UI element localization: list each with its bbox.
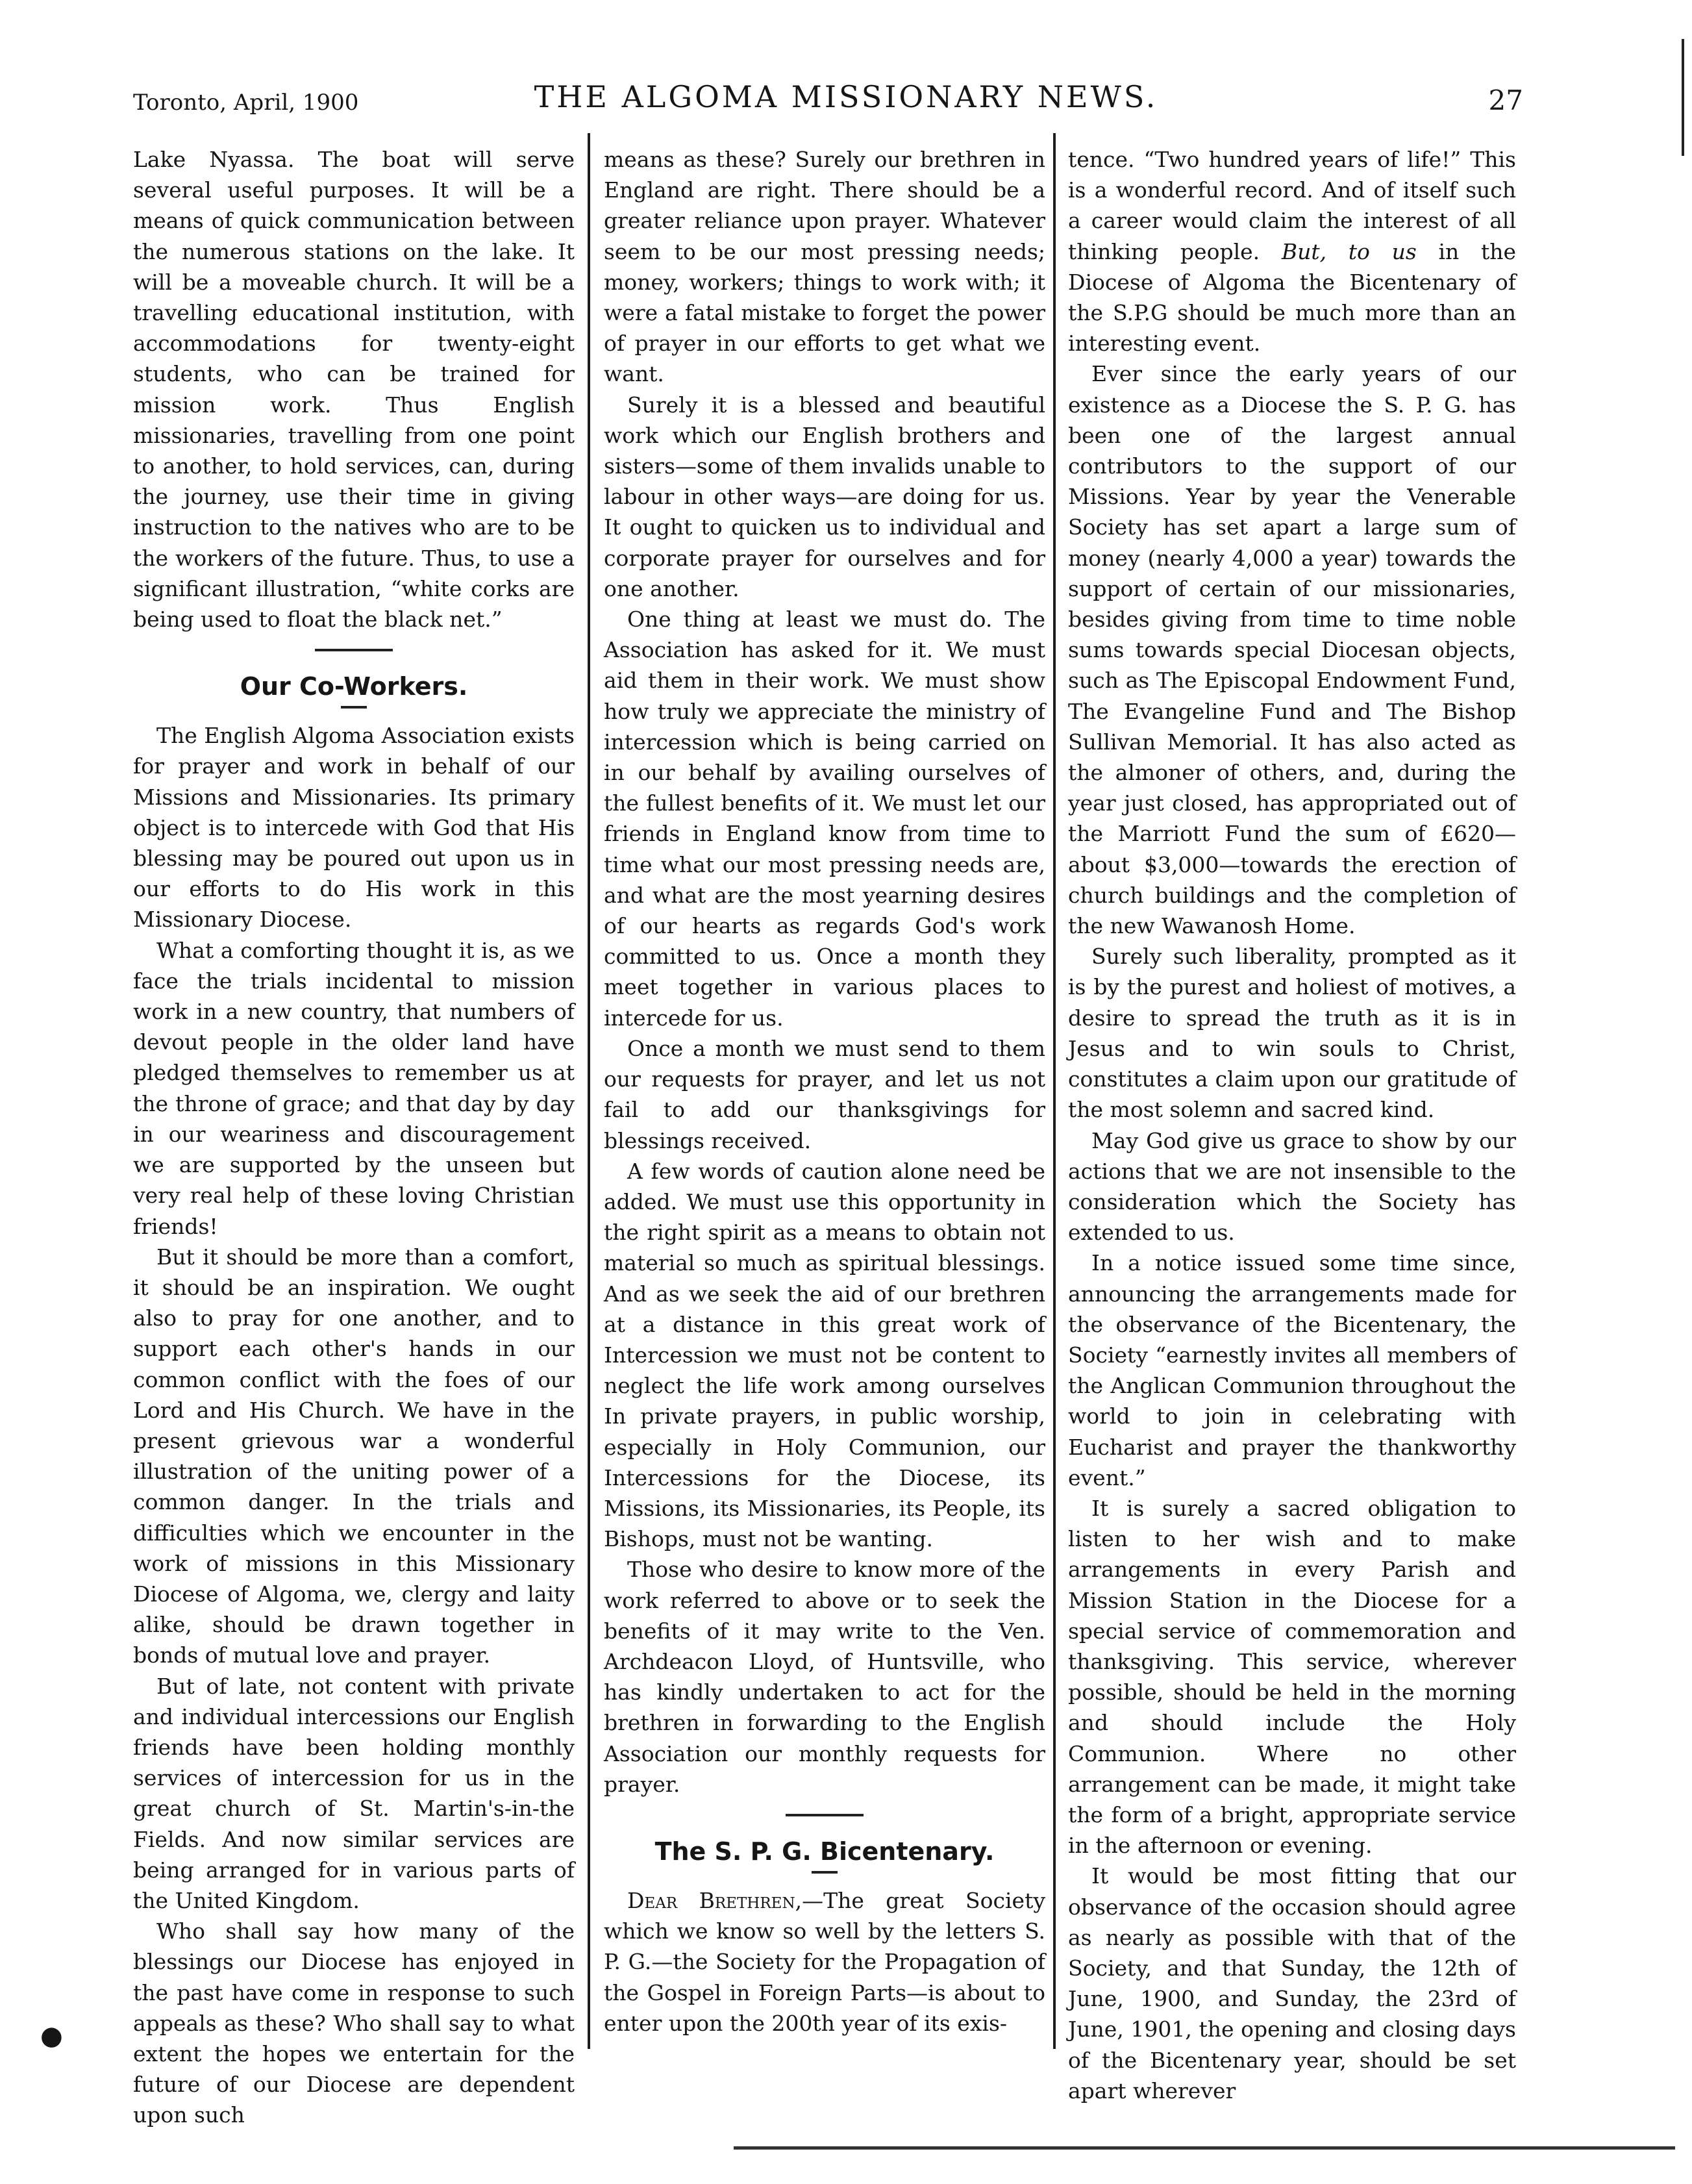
- column-divider-1: [588, 133, 590, 2049]
- italic-text: But, to us: [1281, 238, 1417, 264]
- column-divider-2: [1053, 133, 1056, 2049]
- heading-rule: [812, 1871, 838, 1874]
- salutation: Dear Brethren,: [627, 1887, 802, 1913]
- section-heading-spg-bicentenary: The S. P. G. Bicentenary.: [654, 1837, 995, 1866]
- publication-title: THE ALGOMA MISSIONARY NEWS.: [534, 79, 1158, 114]
- margin-mark: ●: [40, 2021, 63, 2051]
- paragraph: The English Algoma Association exists for prayer and work in behalf of our Missions and Missionaries. Its primary object is to intercede with God that His blessing may be poured out upon us in our efforts to do His work in this Missionary Diocese.: [133, 723, 575, 933]
- paragraph: Surely such liberality, prompted as it is by the purest and holiest of motives, a desire to spread the truth as it is in Jesus and to win souls to Christ, constitutes a claim upon our gratitude of the most solemn and sacred kind.: [1068, 944, 1516, 1123]
- paragraph: It would be most fitting that our observance of the occasion should agree as nearly as possible with that of the Society, and that Sunday, the 12th of June, 1900, and Sunday, the 23rd of June, 1901, the opening and closing days of the Bicentenary year, should be set apart wherever: [1068, 1863, 1516, 2103]
- article-text: [1068, 144, 1516, 358]
- page-header: [0, 0, 1692, 130]
- paragraph: —The great Society which we know so well by the letters S. P. G.—the Society for the Propagation of the Gospel in Foreign Parts—is about to enter upon the 200th year of its exis-: [604, 1887, 1045, 2036]
- issue-date: Toronto, April, 1900: [133, 90, 359, 116]
- paragraph: Those who desire to know more of the work referred to above or to seek the benefits of it may write to the Ven. Archdeacon Lloyd, of Huntsville, who has kindly undertaken to act for the brethren in forwarding to the English Association our monthly requests for prayer.: [604, 1557, 1045, 1797]
- text-span: tence. “Two hundred years of life!” This is a wonderful record. And of itself such a career would claim the interest of all thinking people.: [1068, 147, 1516, 264]
- paragraph: Who shall say how many of the blessings our Diocese has enjoyed in the past have come in response to such appeals as these? Who shall say to what extent the hopes we entertain for the future of our Diocese are dependent upon such: [133, 1918, 575, 2128]
- paragraph: Ever since the early years of our existence as a Diocese the S. P. G. has been one of the largest annual contributors to the support of our Missions. Year by year the Venerable Society has set apart a large sum of money (nearly 4,000 a year) towards the support of certain of our missionaries, besides giving from time to time noble sums towards special Diocesan objects, such as The Episcopal Endowment Fund, The Evangeline Fund and The Bishop Sullivan Memorial. It has also acted as the almoner of others, and, during the year just closed, has appropriated out of the Marriott Fund the sum of £620—about $3,000—towards the erection of church buildings and the completion of the new Wawanosh Home.: [1068, 361, 1516, 939]
- column-2: [604, 144, 1045, 2039]
- paragraph: One thing at least we must do. The Association has asked for it. We must aid them in their work. We must show how truly we appreciate the ministry of intercession which is being carried on in our behalf by availing ourselves of the fullest benefits of it. We must let our friends in England know from time to time what our most pressing needs are, and what are the most yearning desires of our hearts as regards God's work committed to us. Once a month they meet together in various places to intercede for us.: [604, 607, 1045, 1031]
- section-heading-co-workers: Our Co-Workers.: [240, 672, 468, 701]
- paragraph: May God give us grace to show by our actions that we are not insensible to the consideration which the Society has extended to us.: [1068, 1127, 1516, 1246]
- paragraph: Surely it is a blessed and beautiful work which our English brothers and sisters—some of them invalids unable to labour in other ways—are doing for us. It ought to quicken us to individual and corporate prayer for ourselves and for one another.: [604, 392, 1045, 601]
- paragraph: It is surely a sacred obligation to listen to her wish and to make arrangements in every Parish and Mission Station in the Diocese for a special service of commemoration and thanksgiving. This service, wherever possible, should be held in the morning and should include the Holy Communion. Where no other arrangement can be made, it might take the form of a bright, appropriate service in the afternoon or evening.: [1068, 1495, 1516, 1859]
- article-text: means as these? Surely our brethren in England are right. There should be a greater reliance upon prayer. Whatever seem to be our most pressing needs; money, workers; things to work with; it were a fatal mistake to forget the power of prayer in our efforts to get what we want.: [604, 147, 1045, 387]
- section-divider: [786, 1814, 864, 1816]
- text-span: in the Diocese of Algoma the Bicentenary of the S.P.G should be much more than an interesting event.: [1068, 238, 1516, 357]
- paragraph: Once a month we must send to them our requests for prayer, and let us not fail to add our thanksgivings for blessings received.: [604, 1035, 1045, 1153]
- letter-opening: [604, 1885, 1045, 2039]
- article-text: Lake Nyassa. The boat will serve several useful purposes. It will be a means of quick communication between the numerous stations on the lake. It will be a moveable church. It will be a travelling educational institution, with accommodations for twenty-eight students, who can be trained for mission work. Thus English missionaries, travelling from one point to another, to hold services, can, during the journey, use their time in giving instruction to the natives who are to be the workers of the future. Thus, to use a significant illustration, “white corks are being used to float the black net.”: [133, 147, 575, 633]
- paragraph: A few words of caution alone need be added. We must use this opportunity in the right spirit as a means to obtain not material so much as spiritual blessings. And as we seek the aid of our brethren at a distance in this great work of Intercession we must not be content to neglect the life work among ourselves In private prayers, in public worship, especially in Holy Communion, our Intercessions for the Diocese, its Missions, its Missionaries, its People, its Bishops, must not be wanting.: [604, 1158, 1045, 1552]
- column-3: [1068, 144, 1516, 2106]
- column-1: [133, 144, 575, 2131]
- section-divider: [315, 649, 393, 651]
- edge-mark: [1682, 39, 1684, 156]
- heading-rule: [341, 706, 367, 709]
- paragraph: But it should be more than a comfort, it should be an inspiration. We ought also to pray for one another, and to support each other's hands in our common conflict with the foes of our Lord and His Church. We have in the present grievous war a wonderful illustration of the uniting power of a common danger. In the trials and difficulties which we encounter in the work of missions in this Missionary Diocese of Algoma, we, clergy and laity alike, should be drawn together in bonds of mutual love and prayer.: [133, 1244, 575, 1668]
- paragraph: But of late, not content with private and individual intercessions our English friends have been holding monthly services of intercession for us in the great church of St. Martin's-in-the Fields. And now similar services are being arranged for in various parts of the United Kingdom.: [133, 1673, 575, 1913]
- paragraph: What a comforting thought it is, as we face the trials incidental to mission work in a new country, that numbers of devout people in the older land have pledged themselves to remember us at the throne of grace; and that day by day in our weariness and discouragement we are supported by the unseen but very real help of these loving Christian friends!: [133, 937, 575, 1239]
- bottom-rule: [734, 2146, 1675, 2150]
- page-number: 27: [1488, 84, 1523, 116]
- paragraph: In a notice issued some time since, announcing the arrangements made for the observance of the Bicentenary, the Society “earnestly invites all members of the Anglican Communion throughout the world to join in celebrating with Eucharist and prayer the thankworthy event.”: [1068, 1250, 1516, 1490]
